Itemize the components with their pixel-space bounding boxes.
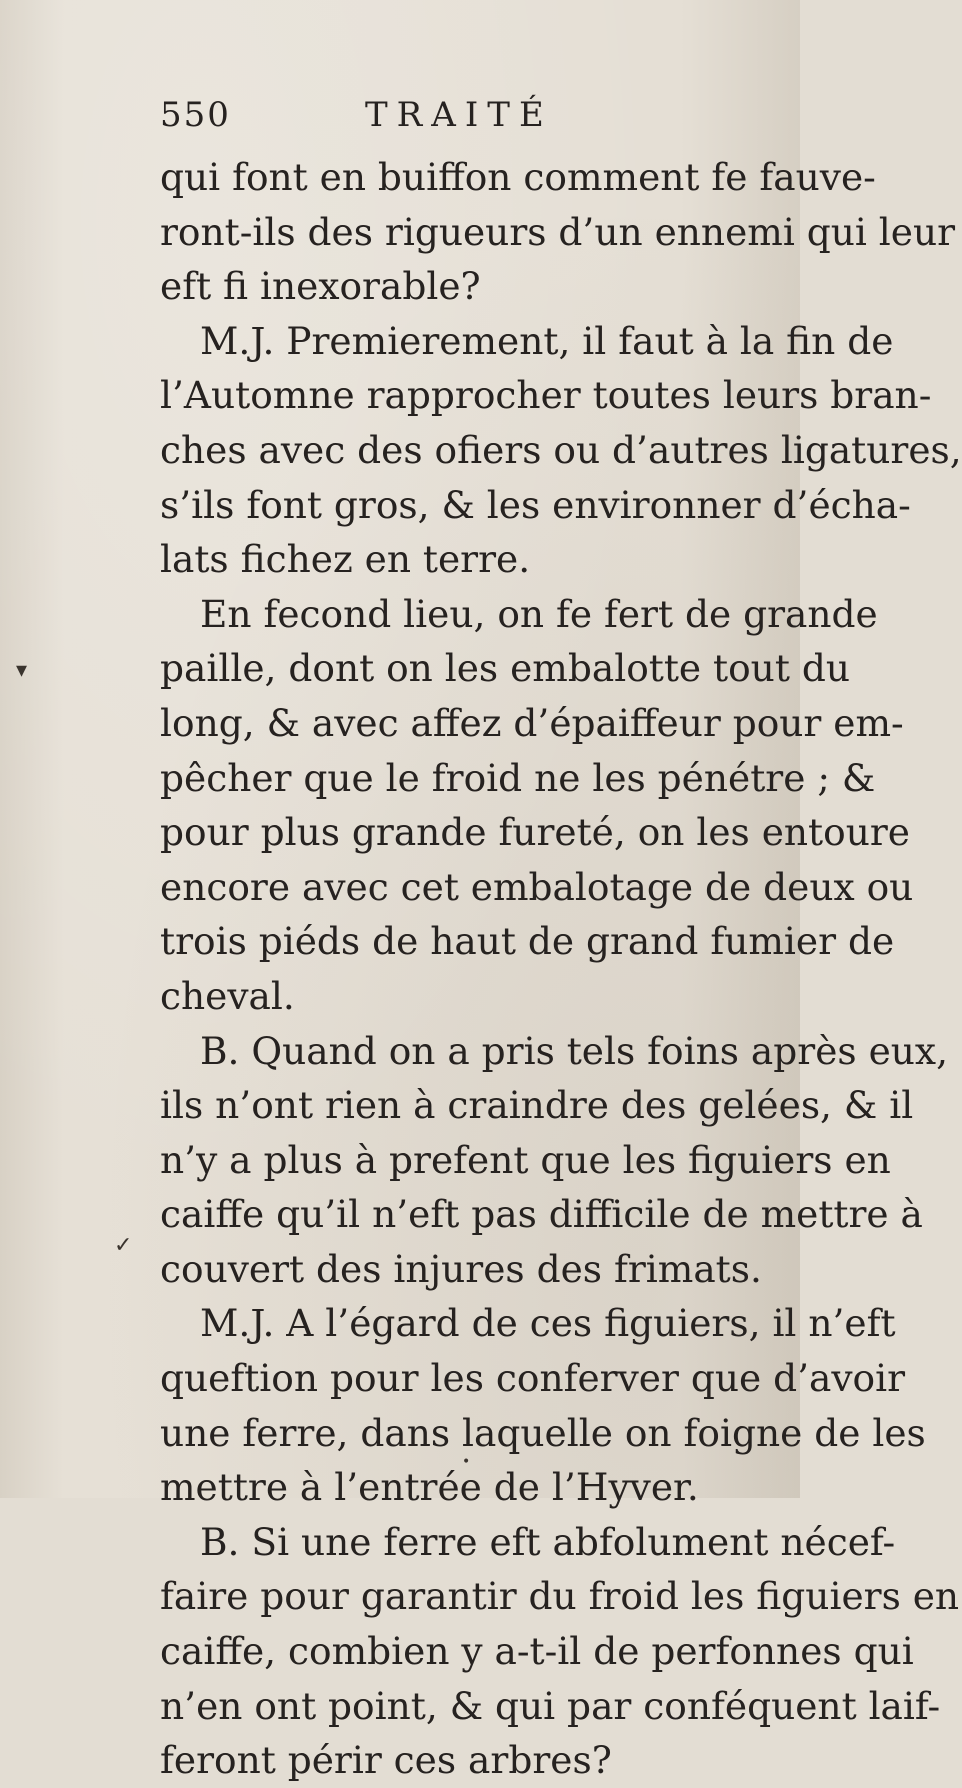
text-line: caiffe, combien y a-t-il de perfonnes qui	[160, 1629, 914, 1674]
text-line: n’en ont point, & qui par conféquent laif-	[160, 1683, 941, 1728]
page-number: 550	[160, 95, 231, 135]
text-line: M.J. A l’égard de ces figuiers, il n’eft	[200, 1301, 896, 1346]
ink-mark: ✓	[114, 1233, 133, 1258]
running-head: TRAITÉ	[365, 95, 553, 135]
text-line: ront-ils des rigueurs d’un ennemi qui leur	[160, 209, 956, 254]
ink-mark: •	[462, 1454, 471, 1470]
text-line: cheval.	[160, 973, 295, 1018]
text-line: qui font en buiffon comment fe fauve-	[160, 155, 876, 199]
text-line: long, & avec affez d’épaiffeur pour em-	[160, 700, 904, 745]
text-line: En fecond lieu, on fe fert de grande	[200, 591, 878, 636]
text-line: ches avec des ofiers ou d’autres ligatures,	[160, 427, 962, 472]
text-line: une ferre, dans laquelle on foigne de les	[160, 1410, 926, 1455]
ink-mark: ▾	[16, 658, 28, 683]
text-line: pêcher que le froid ne les pénétre ; &	[160, 755, 876, 800]
text-line: l’Automne rapprocher toutes leurs bran-	[160, 373, 932, 418]
text-line: n’y a plus à prefent que les figuiers en	[160, 1137, 891, 1182]
text-line: pour plus grande fureté, on les entoure	[160, 810, 910, 855]
text-line: B. Quand on a pris tels foins après eux,	[200, 1028, 948, 1073]
text-line: ils n’ont rien à craindre des gelées, & il	[160, 1083, 914, 1128]
text-line: caiffe qu’il n’eft pas difficile de mettre à	[160, 1192, 923, 1237]
text-line: queftion pour les conferver que d’avoir	[160, 1356, 906, 1401]
text-line: feront périr ces arbres?	[160, 1738, 612, 1783]
text-line: M.J. Premierement, il faut à la fin de	[200, 318, 894, 363]
text-line: trois piéds de haut de grand fumier de	[160, 919, 895, 964]
text-line: paille, dont on les embalotte tout du	[160, 646, 850, 691]
text-line: couvert des injures des frimats.	[160, 1246, 762, 1291]
text-line: mettre à l’entrée de l’Hyver.	[160, 1465, 699, 1510]
text-line: faire pour garantir du froid les figuiers en	[160, 1574, 960, 1619]
page-header	[160, 95, 780, 145]
body-text	[160, 150, 962, 1788]
text-line: lats fichez en terre.	[160, 537, 531, 582]
text-line: s’ils font gros, & les environner d’écha-	[160, 482, 911, 527]
text-line: eft fi inexorable?	[160, 264, 481, 309]
text-line: encore avec cet embalotage de deux ou	[160, 864, 914, 909]
text-line: B. Si une ferre eft abfolument nécef-	[200, 1519, 896, 1564]
